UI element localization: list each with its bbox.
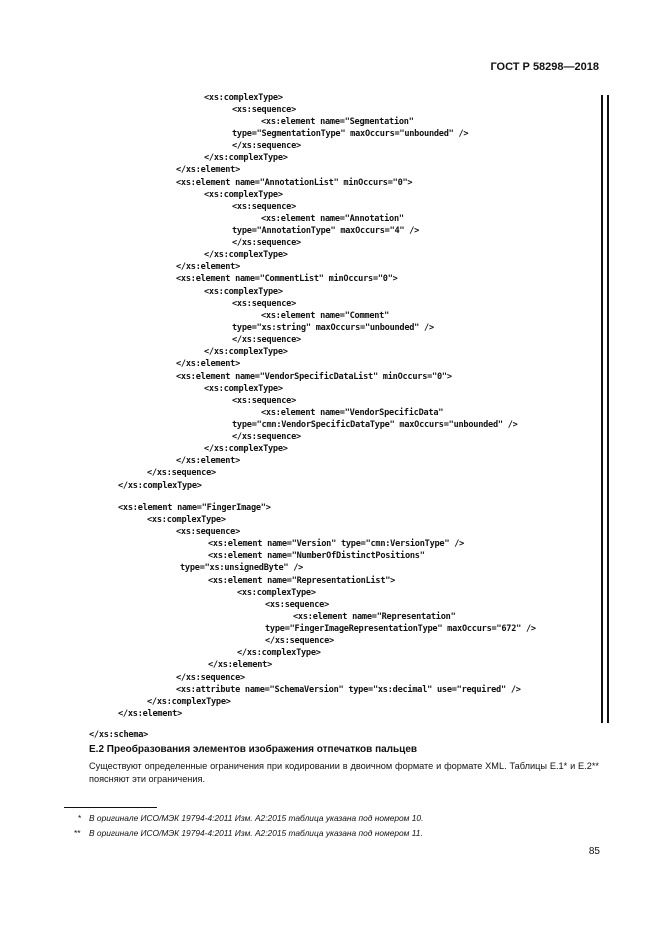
margin-bar <box>607 95 609 723</box>
footnote <box>74 828 423 838</box>
code-line: <xs:sequence> <box>265 600 330 610</box>
section-heading: E.2 Преобразования элементов изображения отпечатков пальцев <box>89 744 418 755</box>
code-line: </xs:element> <box>208 660 273 670</box>
code-line: <xs:sequence> <box>176 527 241 537</box>
page-number: 85 <box>588 846 600 857</box>
code-line: <xs:complexType> <box>204 384 283 394</box>
code-line: <xs:element name="VendorSpecificDataList" minOccurs="0"> <box>176 372 452 382</box>
code-line: <xs:element name="Annotation" <box>261 214 404 224</box>
code-line: <xs:element name="Version" type="cmn:VersionType" /> <box>208 539 465 549</box>
code-line: </xs:element> <box>176 456 241 466</box>
code-line: </xs:sequence> <box>265 636 334 646</box>
code-line: </xs:sequence> <box>176 673 245 683</box>
code-line: <xs:element name="Segmentation" <box>261 117 414 127</box>
margin-bar <box>601 95 603 723</box>
footnote-mark: * <box>78 813 82 823</box>
code-line: <xs:element name="AnnotationList" minOccurs="0"> <box>176 178 413 188</box>
code-line: </xs:complexType> <box>237 648 321 658</box>
code-line: type="xs:string" maxOccurs="unbounded" /> <box>232 323 434 333</box>
document-standard-header: ГОСТ Р 58298—2018 <box>490 61 599 73</box>
footnote-mark: ** <box>74 828 81 838</box>
code-line: <xs:complexType> <box>237 588 316 598</box>
code-line: type="FingerImageRepresentationType" maxOccurs="672" /> <box>265 624 536 634</box>
code-line: </xs:complexType> <box>204 347 288 357</box>
code-line: </xs:sequence> <box>232 238 301 248</box>
code-line: <xs:element name="Comment" <box>261 311 390 321</box>
code-line: type="cmn:VendorSpecificDataType" maxOccurs="unbounded" /> <box>232 420 518 430</box>
code-line: <xs:complexType> <box>204 287 283 297</box>
code-line: <xs:element name="RepresentationList"> <box>208 576 396 586</box>
code-line: <xs:element name="Representation" <box>293 612 456 622</box>
code-line: <xs:element name="NumberOfDistinctPositions" <box>208 551 425 561</box>
code-line: type="SegmentationType" maxOccurs="unbounded" /> <box>232 129 469 139</box>
code-line: <xs:sequence> <box>232 396 297 406</box>
code-line: </xs:complexType> <box>204 444 288 454</box>
code-line: </xs:complexType> <box>204 153 288 163</box>
code-line: </xs:schema> <box>89 730 149 740</box>
code-line: </xs:complexType> <box>204 250 288 260</box>
code-line: <xs:sequence> <box>232 299 297 309</box>
change-margin-bars <box>601 95 610 723</box>
code-line: <xs:complexType> <box>204 93 283 103</box>
footnote-text: В оригинале ИСО/МЭК 19794-4:2011 Изм. А2:2015 таблица указана под номером 10. <box>89 813 424 823</box>
section-paragraph: Существуют определенные ограничения при кодировании в двоичном формате и формате XML. Таблицы Е.1* и Е.2** поясняют эти ограничения. <box>89 761 599 784</box>
code-line: </xs:element> <box>176 165 241 175</box>
code-line: </xs:sequence> <box>232 432 301 442</box>
code-line: <xs:complexType> <box>147 515 226 525</box>
code-line: </xs:element> <box>176 262 241 272</box>
code-line: </xs:complexType> <box>147 697 231 707</box>
footnote-separator <box>64 807 157 808</box>
code-line: <xs:attribute name="SchemaVersion" type="xs:decimal" use="required" /> <box>176 685 521 695</box>
code-line: <xs:element name="CommentList" minOccurs="0"> <box>176 274 398 284</box>
code-line: <xs:sequence> <box>232 105 297 115</box>
code-line: </xs:sequence> <box>147 468 216 478</box>
code-line: type="AnnotationType" maxOccurs="4" /> <box>232 226 420 236</box>
code-line: </xs:complexType> <box>118 481 202 491</box>
code-line: </xs:sequence> <box>232 141 301 151</box>
code-line: type="xs:unsignedByte" /> <box>180 563 304 573</box>
code-line: <xs:element name="FingerImage"> <box>118 503 271 513</box>
footnote <box>78 813 424 823</box>
code-line: </xs:element> <box>118 709 183 719</box>
code-line: <xs:complexType> <box>204 190 283 200</box>
code-line: <xs:sequence> <box>232 202 297 212</box>
code-line: </xs:element> <box>176 359 241 369</box>
footnote-text: В оригинале ИСО/МЭК 19794-4:2011 Изм. А2:2015 таблица указана под номером 11. <box>89 828 423 838</box>
code-line: </xs:sequence> <box>232 335 301 345</box>
code-line: <xs:element name="VendorSpecificData" <box>261 408 444 418</box>
